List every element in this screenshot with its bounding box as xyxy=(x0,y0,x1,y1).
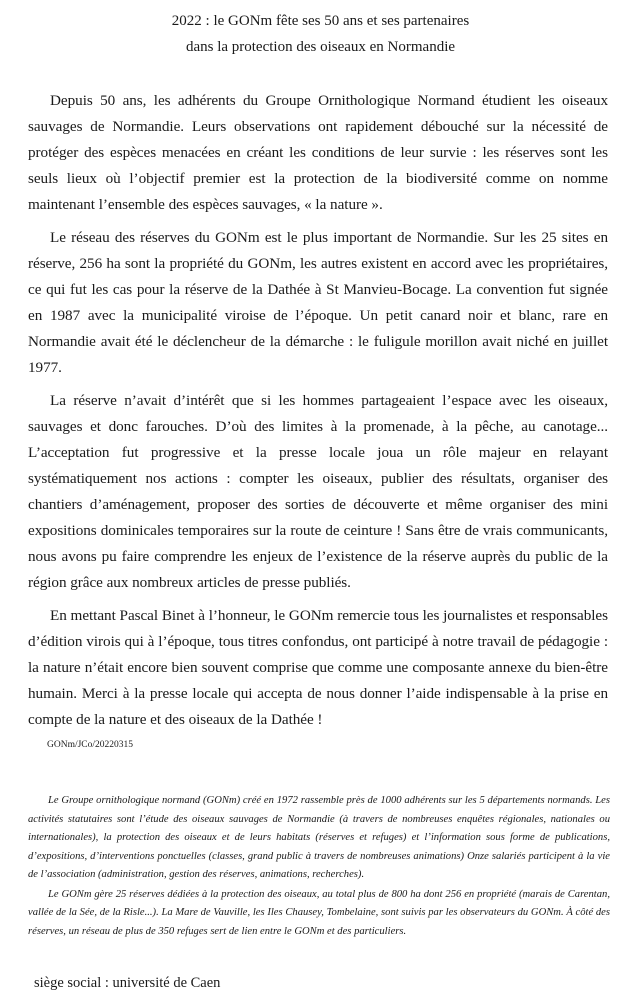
reference-code: GONm/JCo/20220315 xyxy=(47,740,134,750)
document-title xyxy=(0,8,641,60)
note-paragraph-1: Le Groupe ornithologique normand (GONm) créé en 1972 rassemble près de 1000 adhérents sur les 5 départements normands. Les activités statutaires sont l’étude des oiseaux sauvages de Normandie (à travers de nombreuses enquêtes régionales, nationales ou internationales), la protection des oiseaux et de leurs habitats (réserves et refuges) et l’information sous forme de publications, d’expositions, d’interventions ponctuelles (classes, grand public à travers de nombreuses animations) Onze salariés participent à la vie de l’association (administration, gestion des réserves, animations, recherches). xyxy=(28,795,610,880)
paragraph-4: En mettant Pascal Binet à l’honneur, le GONm remercie tous les journalistes et responsables d’édition virois qui à l’époque, tous titres confondus, ont participé à notre travail de pédagogie : la nature n’était encore bien souvent comprise que comme une composante annexe du bien-être humain. Merci à la presse locale qui accepta de nous donner l’aide indispensable à la prise en compte de la nature et des oiseaux de la Dathée ! xyxy=(28,607,608,728)
note-paragraph-2: Le GONm gère 25 réserves dédiées à la protection des oiseaux, au total plus de 800 ha dont 256 en propriété (marais de Carentan, vallée de la Sée, de la Risle...). La Mare de Vauville, les Iles Chausey, Tombelaine, sont suivis par les observateurs du GONm. À côté des réserves, un réseau de plus de 350 refuges sert de lien entre le GONm et des particuliers. xyxy=(28,888,610,937)
paragraph-3: La réserve n’avait d’intérêt que si les hommes partageaient l’espace avec les oiseaux, sauvages et donc farouches. D’où des limites à la promenade, à la pêche, au canotage... L’acceptation fut progressive et la presse locale joua un rôle majeur en relayant systématiquement nos actions : compter les oiseaux, publier des résultats, organiser des chantiers d’aménagement, proposer des sorties de découverte et même organiser des mini expositions dominicales temporaires sur la route de ceinture ! Sans être de vrais communicants, nous avons pu faire comprendre les enjeux de l’existence de la réserve auprès du public de la région grâce aux nombreux articles de presse publiés. xyxy=(28,392,608,591)
article-body xyxy=(28,88,608,740)
title-line-2: dans la protection des oiseaux en Normandie xyxy=(185,39,456,55)
title-line-1: 2022 : le GONm fête ses 50 ans et ses partenaires xyxy=(171,13,470,29)
association-note xyxy=(28,792,610,942)
head-office: siège social : université de Caen xyxy=(34,975,221,991)
paragraph-1: Depuis 50 ans, les adhérents du Groupe Ornithologique Normand étudient les oiseaux sauvages de Normandie. Leurs observations ont rapidement débouché sur la nécessité de protéger des espèces menacées en créant les conditions de leur survie : les réserves sont les seuls lieux où l’objectif premier est la protection de la biodiversité comme on nomme maintenant l’ensemble des espèces sauvages, « la nature ». xyxy=(28,92,608,213)
paragraph-2: Le réseau des réserves du GONm est le plus important de Normandie. Sur les 25 sites en réserve, 256 ha sont la propriété du GONm, les autres existent en accord avec les propriétaires, ce qui fut les cas pour la réserve de la Dathée à St Manvieu-Bocage. La convention fut signée en 1987 avec la municipalité viroise de l’époque. Un petit canard noir et blanc, rare en Normandie avait été le déclencheur de la démarche : le fuligule morillon avait niché en juillet 1977. xyxy=(28,229,608,376)
